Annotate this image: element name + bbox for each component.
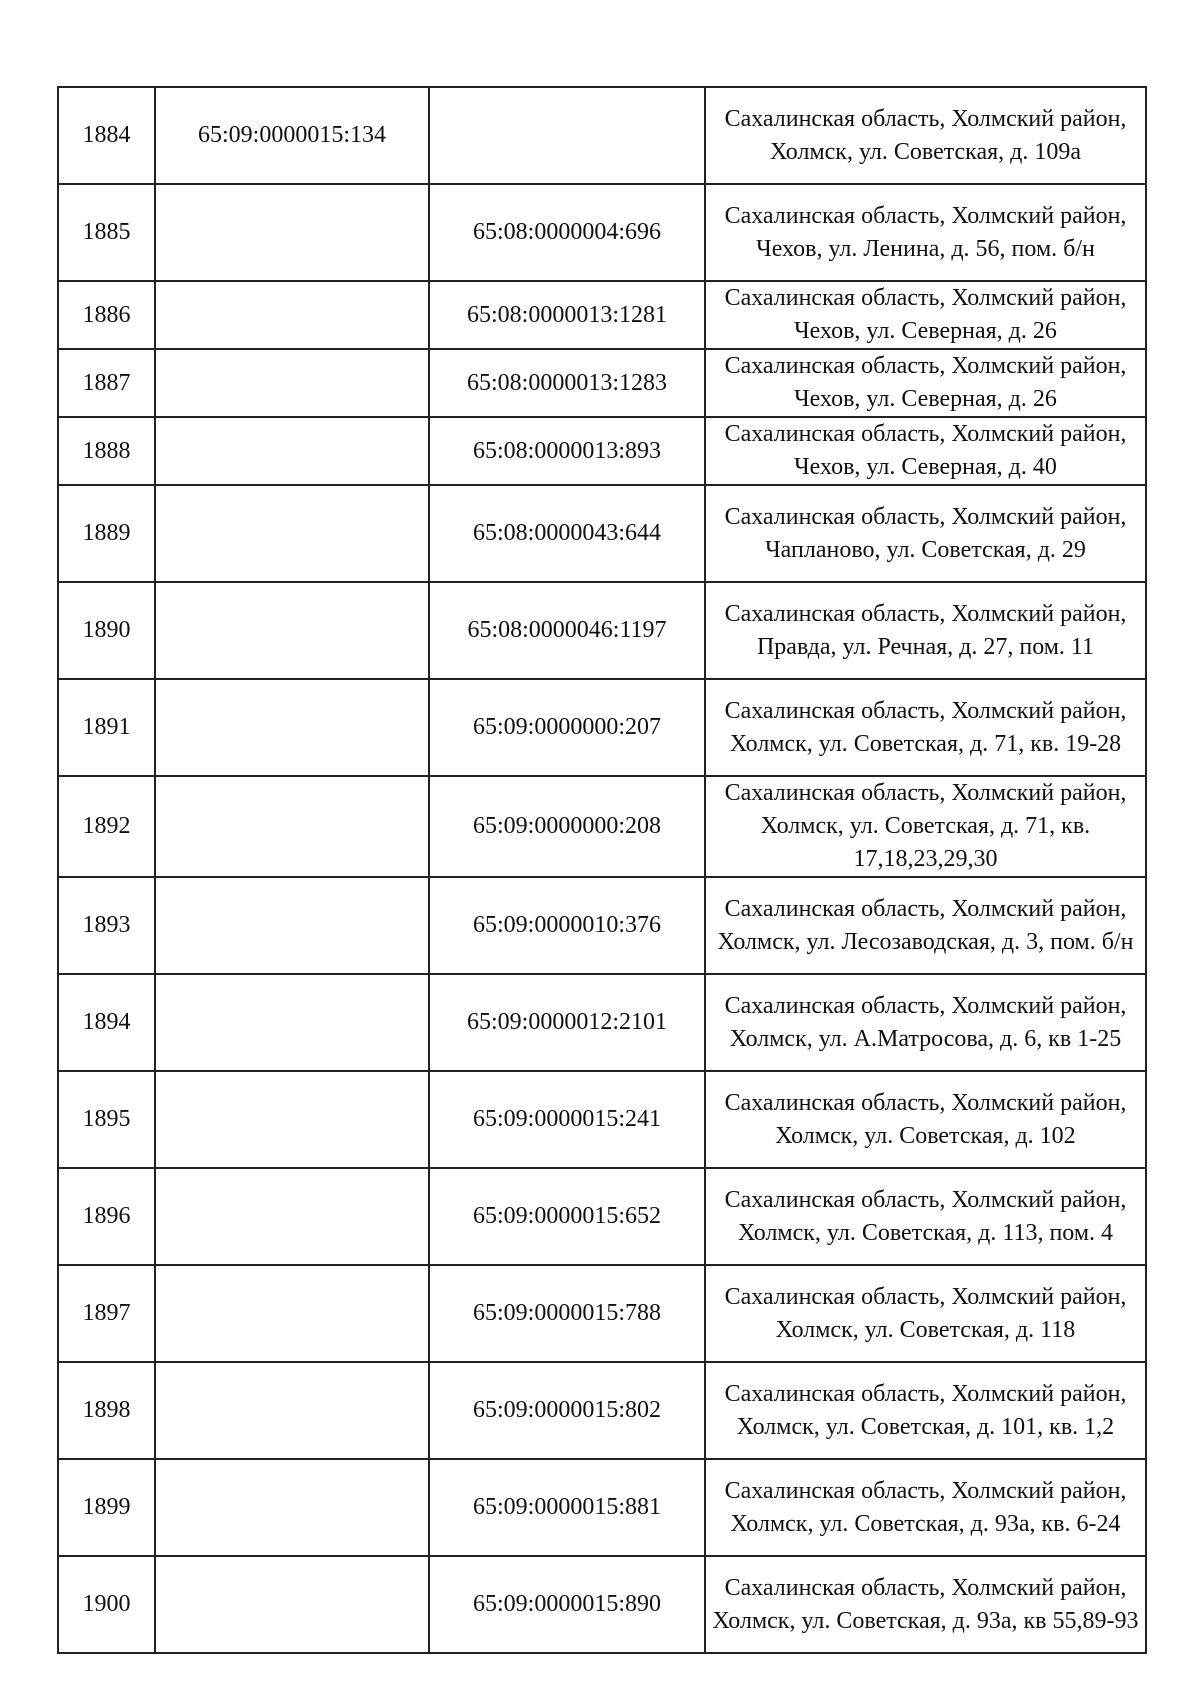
land-cadastral-number <box>155 1556 429 1653</box>
row-number: 1889 <box>58 485 155 582</box>
row-number: 1885 <box>58 184 155 281</box>
address: Сахалинская область, Холмский район, Холмск, ул. Советская, д. 93а, кв. 6-24 <box>705 1459 1146 1556</box>
table-row <box>58 877 1146 974</box>
address: Сахалинская область, Холмский район, Чехов, ул. Ленина, д. 56, пом. б/н <box>705 184 1146 281</box>
row-number: 1884 <box>58 87 155 184</box>
object-cadastral-number: 65:08:0000004:696 <box>429 184 705 281</box>
land-cadastral-number <box>155 974 429 1071</box>
address: Сахалинская область, Холмский район, Холмск, ул. Советская, д. 102 <box>705 1071 1146 1168</box>
object-cadastral-number: 65:09:0000015:890 <box>429 1556 705 1653</box>
object-cadastral-number: 65:08:0000013:893 <box>429 417 705 485</box>
address: Сахалинская область, Холмский район, Холмск, ул. А.Матросова, д. 6, кв 1-25 <box>705 974 1146 1071</box>
land-cadastral-number <box>155 1168 429 1265</box>
table-row <box>58 1265 1146 1362</box>
land-cadastral-number <box>155 582 429 679</box>
address: Сахалинская область, Холмский район, Холмск, ул. Советская, д. 118 <box>705 1265 1146 1362</box>
row-number: 1895 <box>58 1071 155 1168</box>
table-row <box>58 87 1146 184</box>
object-cadastral-number <box>429 87 705 184</box>
land-cadastral-number <box>155 679 429 776</box>
land-cadastral-number <box>155 349 429 417</box>
land-cadastral-number <box>155 877 429 974</box>
object-cadastral-number: 65:08:0000013:1283 <box>429 349 705 417</box>
address: Сахалинская область, Холмский район, Холмск, ул. Советская, д. 101, кв. 1,2 <box>705 1362 1146 1459</box>
object-cadastral-number: 65:09:0000010:376 <box>429 877 705 974</box>
land-cadastral-number <box>155 1265 429 1362</box>
object-cadastral-number: 65:09:0000015:788 <box>429 1265 705 1362</box>
address: Сахалинская область, Холмский район, Холмск, ул. Советская, д. 113, пом. 4 <box>705 1168 1146 1265</box>
object-cadastral-number: 65:09:0000015:241 <box>429 1071 705 1168</box>
land-cadastral-number <box>155 1459 429 1556</box>
object-cadastral-number: 65:09:0000015:881 <box>429 1459 705 1556</box>
address: Сахалинская область, Холмский район, Правда, ул. Речная, д. 27, пом. 11 <box>705 582 1146 679</box>
table-row <box>58 281 1146 349</box>
table-row <box>58 974 1146 1071</box>
address: Сахалинская область, Холмский район, Холмск, ул. Лесозаводская, д. 3, пом. б/н <box>705 877 1146 974</box>
address: Сахалинская область, Холмский район, Холмск, ул. Советская, д. 109а <box>705 87 1146 184</box>
land-cadastral-number <box>155 184 429 281</box>
table-row <box>58 1168 1146 1265</box>
land-cadastral-number <box>155 417 429 485</box>
land-cadastral-number <box>155 1071 429 1168</box>
row-number: 1887 <box>58 349 155 417</box>
row-number: 1894 <box>58 974 155 1071</box>
row-number: 1900 <box>58 1556 155 1653</box>
row-number: 1892 <box>58 776 155 877</box>
land-cadastral-number <box>155 281 429 349</box>
land-cadastral-number: 65:09:0000015:134 <box>155 87 429 184</box>
table-row <box>58 349 1146 417</box>
row-number: 1899 <box>58 1459 155 1556</box>
table-row <box>58 1071 1146 1168</box>
object-cadastral-number: 65:09:0000015:652 <box>429 1168 705 1265</box>
registry-table <box>57 86 1147 1654</box>
table-row <box>58 1556 1146 1653</box>
table-row <box>58 679 1146 776</box>
object-cadastral-number: 65:08:0000046:1197 <box>429 582 705 679</box>
address: Сахалинская область, Холмский район, Чапланово, ул. Советская, д. 29 <box>705 485 1146 582</box>
object-cadastral-number: 65:09:0000012:2101 <box>429 974 705 1071</box>
row-number: 1896 <box>58 1168 155 1265</box>
address: Сахалинская область, Холмский район, Холмск, ул. Советская, д. 93а, кв 55,89-93 <box>705 1556 1146 1653</box>
table-row <box>58 1362 1146 1459</box>
row-number: 1897 <box>58 1265 155 1362</box>
address: Сахалинская область, Холмский район, Чехов, ул. Северная, д. 26 <box>705 281 1146 349</box>
object-cadastral-number: 65:08:0000043:644 <box>429 485 705 582</box>
address: Сахалинская область, Холмский район, Холмск, ул. Советская, д. 71, кв. 19-28 <box>705 679 1146 776</box>
table-row <box>58 417 1146 485</box>
object-cadastral-number: 65:09:0000000:207 <box>429 679 705 776</box>
table-row <box>58 776 1146 877</box>
object-cadastral-number: 65:09:0000015:802 <box>429 1362 705 1459</box>
land-cadastral-number <box>155 776 429 877</box>
object-cadastral-number: 65:09:0000000:208 <box>429 776 705 877</box>
table-row <box>58 184 1146 281</box>
address: Сахалинская область, Холмский район, Чехов, ул. Северная, д. 26 <box>705 349 1146 417</box>
row-number: 1891 <box>58 679 155 776</box>
object-cadastral-number: 65:08:0000013:1281 <box>429 281 705 349</box>
address: Сахалинская область, Холмский район, Чехов, ул. Северная, д. 40 <box>705 417 1146 485</box>
table-row <box>58 485 1146 582</box>
address: Сахалинская область, Холмский район, Холмск, ул. Советская, д. 71, кв. 17,18,23,29,30 <box>705 776 1146 877</box>
table-row <box>58 582 1146 679</box>
row-number: 1893 <box>58 877 155 974</box>
row-number: 1898 <box>58 1362 155 1459</box>
row-number: 1886 <box>58 281 155 349</box>
land-cadastral-number <box>155 485 429 582</box>
row-number: 1890 <box>58 582 155 679</box>
row-number: 1888 <box>58 417 155 485</box>
land-cadastral-number <box>155 1362 429 1459</box>
table-row <box>58 1459 1146 1556</box>
